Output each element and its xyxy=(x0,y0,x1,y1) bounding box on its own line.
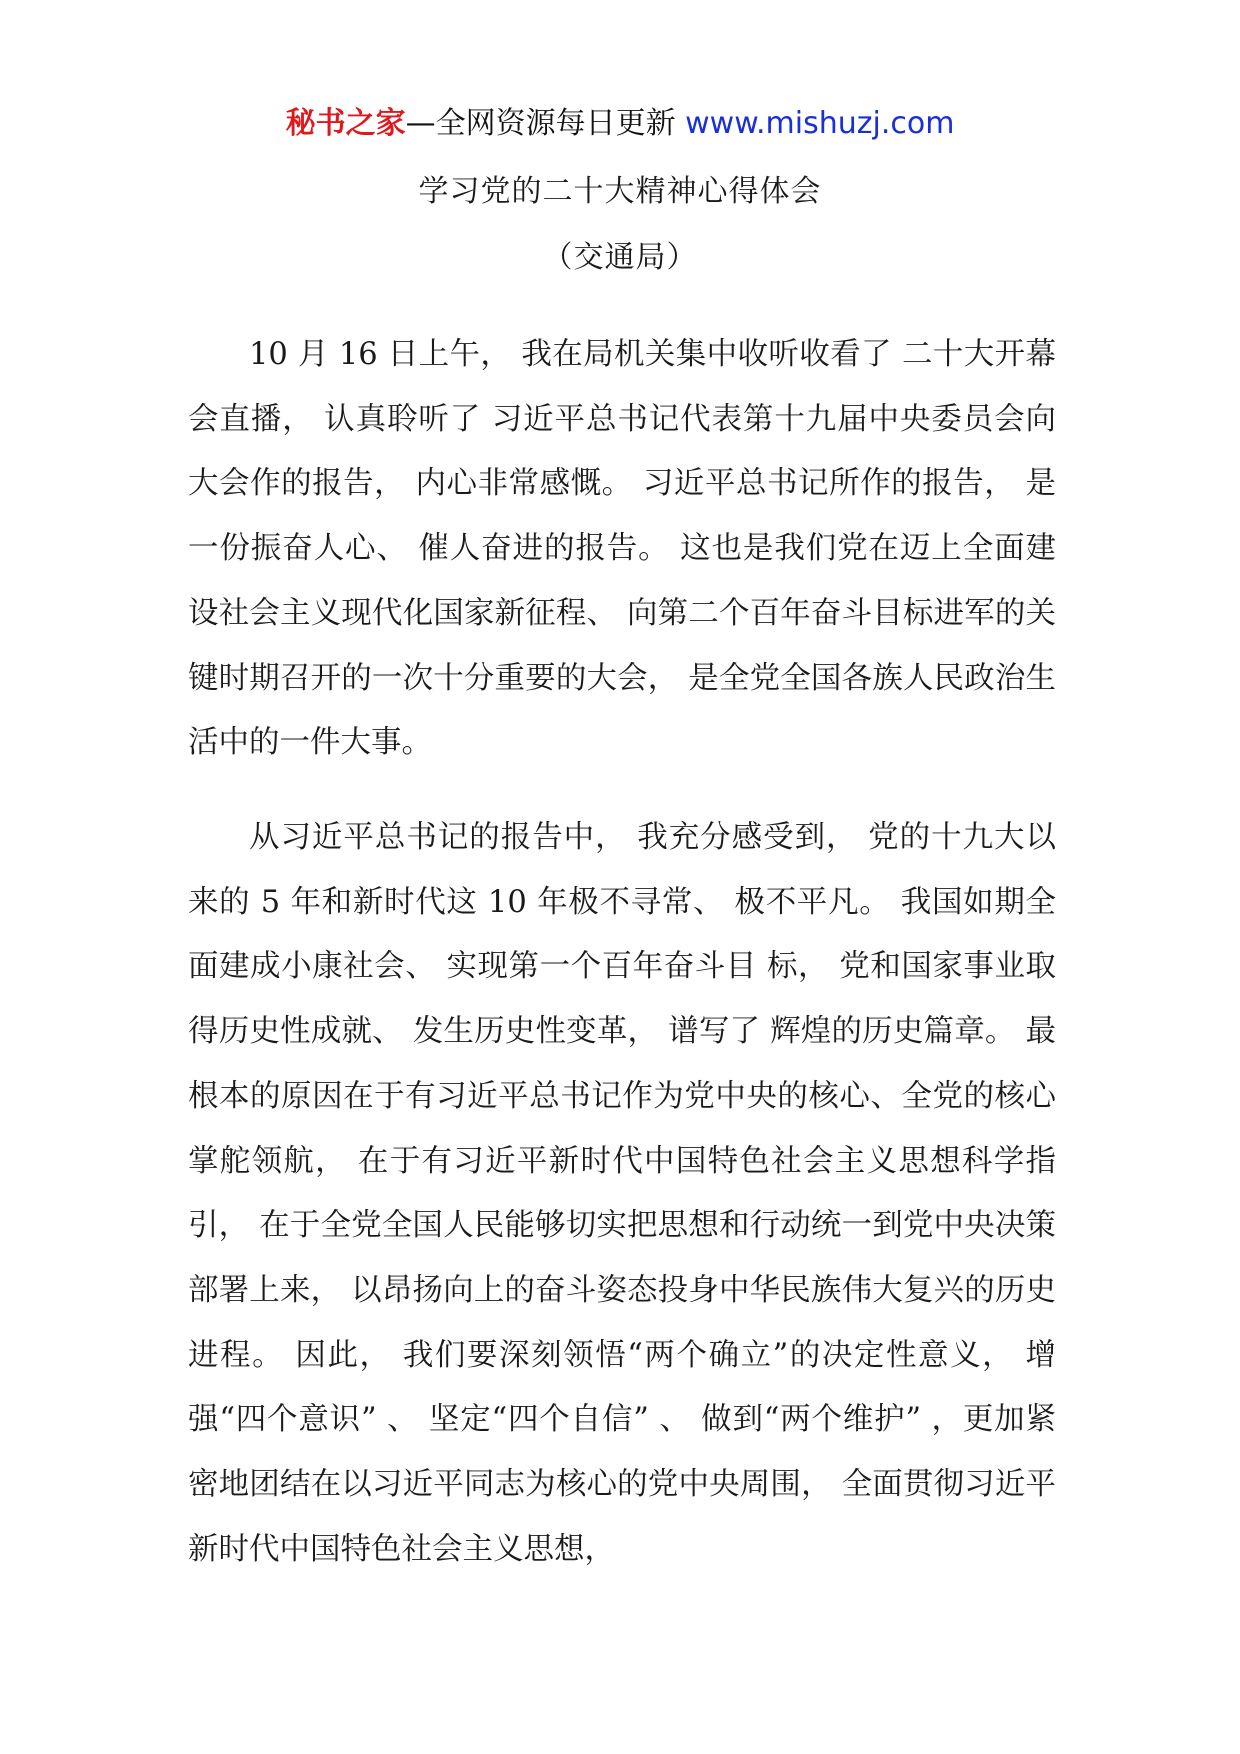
brand-name: 秘书之家 xyxy=(285,106,406,141)
paragraph-1: 10 月 16 日上午， 我在局机关集中收听收看了 二十大开幕会直播， 认真聆听了 习近平总书记代表第十九届中央委员会向大会作的报告， 内心非常感慨。 习近平总书记所作的报告， 是一份振奋人心、 催人奋进的报告。 这也是我们党在迈上全面建设社会主义现代化国家新征程、 向第二个百年奋斗目标进军的关键时期召开的一次十分重要的大会， 是全党全国各族人民政治生活中的一件大事。 xyxy=(188,337,1056,761)
site-header-banner xyxy=(0,100,1240,148)
site-url-link[interactable]: www.mishuzj.com xyxy=(685,106,955,141)
document-title: 学习党的二十大精神心得体会 xyxy=(418,174,822,209)
site-tagline: —全网资源每日更新 xyxy=(405,106,686,141)
paragraph-2: 从习近平总书记的报告中， 我充分感受到， 党的十九大以来的 5 年和新时代这 10 年极不寻常、 极不平凡。 我国如期全面建成小康社会、 实现第一个百年奋斗目 标， 党和国家事业取得历史性成就、 发生历史性变革， 谱写了 辉煌的历史篇章。 最根本的原因在于有习近平总书记作为党中央的核心、全党的核心掌舵领航， 在于有习近平新时代中国特色社会主义思想科学指引， 在于全党全国人民能够切实把思想和行动统一到党中央决策部署上来， 以昂扬向上的奋斗姿态投身中华民族伟大复兴的历史进程。 因此， 我们要深刻领悟“两个确立”的决定性意义， 增强“四个意识” 、 坚定“四个自信” 、 做到“两个维护” ，更加紧密地团结在以习近平同志为核心的党中央周围， 全面贯彻习近平新时代中国特色社会主义思想， xyxy=(188,820,1056,1567)
document-subtitle: （交通局） xyxy=(542,240,698,275)
